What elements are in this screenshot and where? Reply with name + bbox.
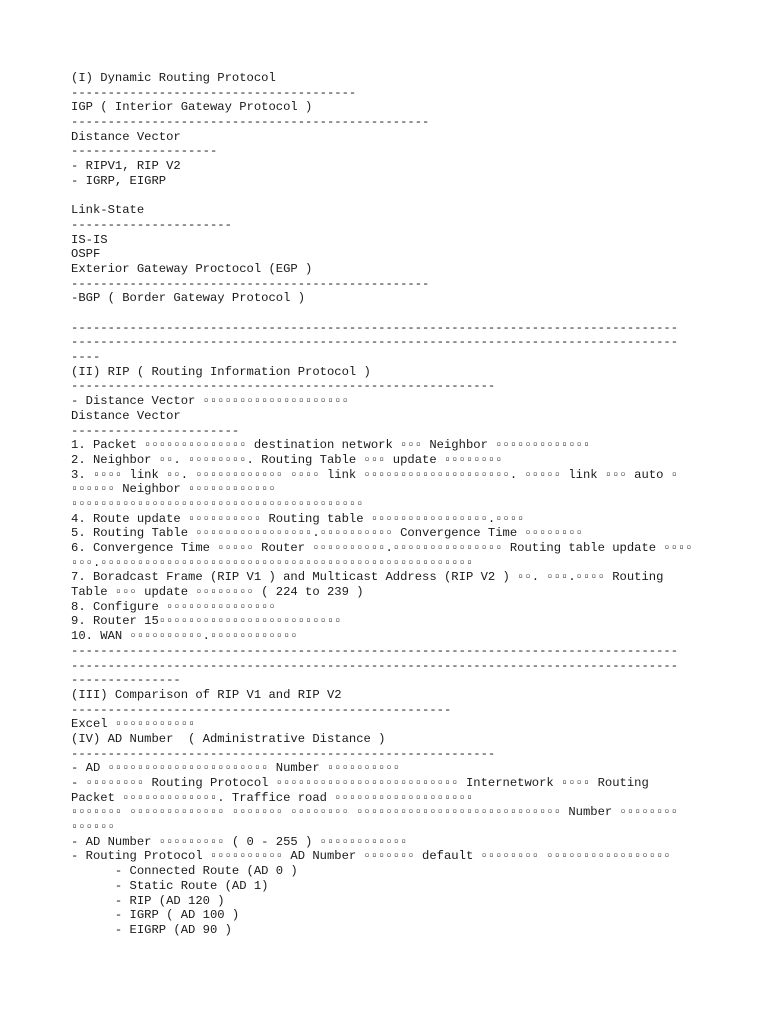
text-line: 2. Neighbor ▫▫. ▫▫▫▫▫▫▫▫. Routing Table ▫▫▫ update ▫▫▫▫▫▫▫▫	[71, 452, 503, 467]
text-line: - EIGRP (AD 90 )	[71, 922, 232, 937]
text-line: 6. Convergence Time ▫▫▫▫▫ Router ▫▫▫▫▫▫▫▫▫▫.▫▫▫▫▫▫▫▫▫▫▫▫▫▫▫ Routing table update ▫▫▫▫	[71, 541, 693, 555]
text-line: Packet ▫▫▫▫▫▫▫▫▫▫▫▫▫. Traffice road ▫▫▫▫▫▫▫▫▫▫▫▫▫▫▫▫▫▫▫	[71, 790, 474, 805]
text-line: -----------------------------------------------------------------------------------	[71, 335, 679, 350]
text-line: ▫▫▫▫▫▫ Neighbor ▫▫▫▫▫▫▫▫▫▫▫▫	[71, 482, 276, 497]
text-line: 5. Routing Table ▫▫▫▫▫▫▫▫▫▫▫▫▫▫▫▫.▫▫▫▫▫▫▫▫▫▫ Convergence Time ▫▫▫▫▫▫▫▫	[71, 526, 583, 541]
text-line: - IGRP, EIGRP	[71, 173, 167, 188]
text-line: ----------------------	[71, 217, 232, 232]
text-line	[71, 189, 711, 204]
text-line: ----	[71, 350, 101, 365]
text-line: -------------------------------------------------	[71, 115, 430, 130]
text-line: ---------------------------------------	[71, 85, 357, 100]
text-line: 7. Boradcast Frame (RIP V1 ) and Multicast Address (RIP V2 ) ▫▫. ▫▫▫.▫▫▫▫ Routing	[71, 570, 664, 585]
text-line: - AD Number ▫▫▫▫▫▫▫▫▫ ( 0 - 255 ) ▫▫▫▫▫▫▫▫▫▫▫▫	[71, 834, 408, 849]
text-line: IGP ( Interior Gateway Protocol )	[71, 100, 313, 115]
text-line: (IV) AD Number ( Administrative Distance )	[71, 731, 386, 746]
text-line: Link-State	[71, 203, 145, 218]
text-line: -----------------------------------------------------------------------------------	[71, 320, 679, 335]
text-line: 10. WAN ▫▫▫▫▫▫▫▫▫▫.▫▫▫▫▫▫▫▫▫▫▫▫	[71, 629, 298, 644]
text-line: Table ▫▫▫ update ▫▫▫▫▫▫▫▫ ( 224 to 239 )	[71, 585, 364, 600]
text-line: --------------------	[71, 144, 218, 159]
text-line: Excel ▫▫▫▫▫▫▫▫▫▫▫	[71, 717, 196, 732]
text-line: Distance Vector	[71, 129, 181, 144]
text-line: - Static Route (AD 1)	[71, 878, 269, 893]
text-line: OSPF	[71, 247, 101, 262]
text-line: 1. Packet ▫▫▫▫▫▫▫▫▫▫▫▫▫▫ destination network ▫▫▫ Neighbor ▫▫▫▫▫▫▫▫▫▫▫▫▫	[71, 438, 591, 453]
text-line: -----------------------------------------------------------------------------------	[71, 658, 679, 673]
text-line: - RIP (AD 120 )	[71, 893, 225, 908]
text-line: ----------------------------------------------------------	[71, 746, 496, 761]
text-line: - RIPV1, RIP V2	[71, 159, 181, 174]
text-line: -----------------------------------------------------------------------------------	[71, 643, 679, 658]
text-line: Distance Vector	[71, 408, 181, 423]
text-line: 9. Router 15▫▫▫▫▫▫▫▫▫▫▫▫▫▫▫▫▫▫▫▫▫▫▫▫▫	[71, 614, 342, 629]
text-line: (III) Comparison of RIP V1 and RIP V2	[71, 687, 342, 702]
text-line: - Routing Protocol ▫▫▫▫▫▫▫▫▫▫ AD Number ▫▫▫▫▫▫▫ default ▫▫▫▫▫▫▫▫ ▫▫▫▫▫▫▫▫▫▫▫▫▫▫▫▫▫	[71, 849, 671, 864]
text-line: IS-IS	[71, 232, 108, 247]
text-line: 4. Route update ▫▫▫▫▫▫▫▫▫▫ Routing table ▫▫▫▫▫▫▫▫▫▫▫▫▫▫▫▫.▫▫▫▫	[71, 511, 525, 526]
text-line: ----------------------------------------------------	[71, 702, 452, 717]
text-line: ▫▫▫▫▫▫▫ ▫▫▫▫▫▫▫▫▫▫▫▫▫ ▫▫▫▫▫▫▫ ▫▫▫▫▫▫▫▫ ▫▫▫▫▫▫▫▫▫▫▫▫▫▫▫▫▫▫▫▫▫▫▫▫▫▫▫▫ Number ▫▫▫▫▫▫▫▫	[71, 805, 679, 820]
text-line: - AD ▫▫▫▫▫▫▫▫▫▫▫▫▫▫▫▫▫▫▫▫▫▫ Number ▫▫▫▫▫▫▫▫▫▫	[71, 761, 401, 776]
text-line: ----------------------------------------------------------	[71, 379, 496, 394]
text-line: (I) Dynamic Routing Protocol	[71, 71, 276, 85]
text-line: -------------------------------------------------	[71, 276, 430, 291]
text-line: (II) RIP ( Routing Information Protocol )	[71, 364, 371, 379]
text-line: - ▫▫▫▫▫▫▫▫ Routing Protocol ▫▫▫▫▫▫▫▫▫▫▫▫▫▫▫▫▫▫▫▫▫▫▫▫▫ Internetwork ▫▫▫▫ Routing	[71, 776, 649, 790]
text-line: - Connected Route (AD 0 )	[71, 864, 298, 879]
text-line: ▫▫▫▫▫▫▫▫▫▫▫▫▫▫▫▫▫▫▫▫▫▫▫▫▫▫▫▫▫▫▫▫▫▫▫▫▫▫▫▫	[71, 496, 364, 511]
text-line: -BGP ( Border Gateway Protocol )	[71, 291, 306, 306]
text-line: -----------------------	[71, 423, 240, 438]
text-line	[71, 306, 711, 321]
text-line: 3. ▫▫▫▫ link ▫▫. ▫▫▫▫▫▫▫▫▫▫▫▫ ▫▫▫▫ link ▫▫▫▫▫▫▫▫▫▫▫▫▫▫▫▫▫▫▫▫. ▫▫▫▫▫ link ▫▫▫ auto ▫	[71, 467, 679, 482]
text-line: ---------------	[71, 673, 181, 688]
text-line: 8. Configure ▫▫▫▫▫▫▫▫▫▫▫▫▫▫▫	[71, 599, 276, 614]
text-line: ▫▫▫▫▫▫	[71, 820, 115, 835]
text-line: - IGRP ( AD 100 )	[71, 908, 240, 923]
text-line: - Distance Vector ▫▫▫▫▫▫▫▫▫▫▫▫▫▫▫▫▫▫▫▫	[71, 394, 349, 409]
text-line: Exterior Gateway Proctocol (EGP )	[71, 261, 313, 276]
text-line: ▫▫▫.▫▫▫▫▫▫▫▫▫▫▫▫▫▫▫▫▫▫▫▫▫▫▫▫▫▫▫▫▫▫▫▫▫▫▫▫▫▫▫▫▫▫▫▫▫▫▫▫▫▫▫	[71, 555, 474, 570]
document-body	[71, 71, 711, 938]
